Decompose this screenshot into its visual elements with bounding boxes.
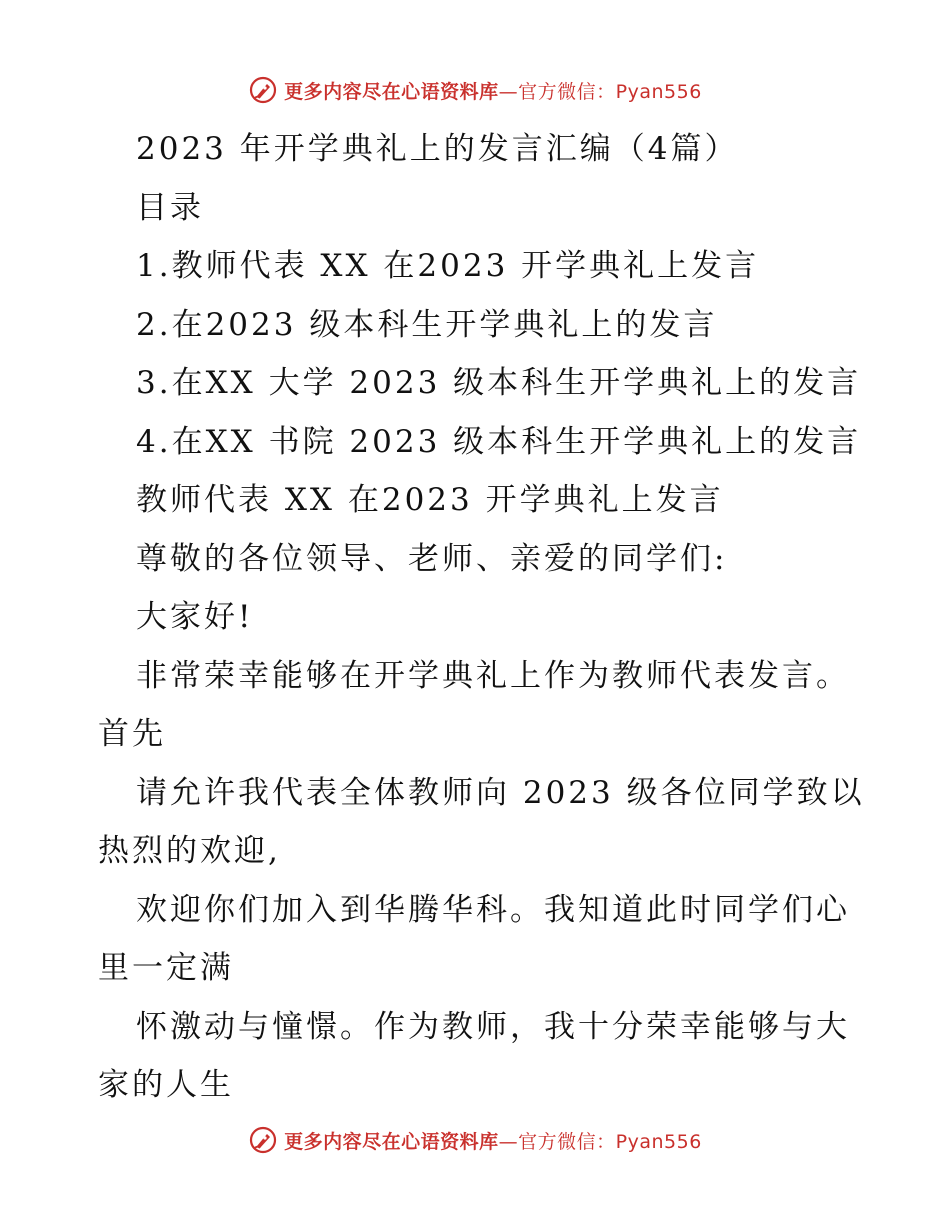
banner-text bbox=[284, 77, 702, 104]
paragraph-line: 里一定满 bbox=[98, 950, 234, 986]
toc-item-1: 1.教师代表 XX 在2023 开学典礼上发言 bbox=[136, 248, 760, 284]
pen-nib-logo-icon bbox=[248, 75, 278, 105]
paragraph-line: 欢迎你们加入到华腾华科。我知道此时同学们心 bbox=[136, 891, 850, 928]
paragraph-line: 怀激动与憧憬。作为教师，我十分荣幸能够与大 bbox=[136, 1008, 850, 1045]
banner-text-bold: 更多内容尽在心语资料库 bbox=[284, 1130, 499, 1153]
salutation: 尊敬的各位领导、老师、亲爱的同学们: bbox=[136, 540, 728, 577]
document-body bbox=[98, 120, 865, 1115]
paragraph-line: 非常荣幸能够在开学典礼上作为教师代表发言。 bbox=[136, 657, 850, 694]
paragraph-line: 首先 bbox=[98, 716, 166, 752]
toc-heading: 目录 bbox=[136, 189, 204, 226]
paragraph-line: 请允许我代表全体教师向 2023 级各位同学致以 bbox=[136, 774, 865, 811]
toc-item-4: 4.在XX 书院 2023 级本科生开学典礼上的发言 bbox=[136, 423, 862, 460]
banner-text bbox=[284, 1127, 702, 1154]
paragraph-line: 热烈的欢迎, bbox=[98, 833, 281, 869]
toc-item-3: 3.在XX 大学 2023 级本科生开学典礼上的发言 bbox=[136, 365, 862, 401]
section-heading: 教师代表 XX 在2023 开学典礼上发言 bbox=[136, 482, 724, 518]
header-banner bbox=[0, 70, 950, 110]
footer-banner bbox=[0, 1120, 950, 1160]
banner-text-rest: —官方微信：Pyan556 bbox=[498, 1130, 702, 1153]
paragraph-line: 家的人生 bbox=[98, 1067, 234, 1103]
doc-title: 2023 年开学典礼上的发言汇编（4篇） bbox=[136, 131, 739, 167]
toc-item-2: 2.在2023 级本科生开学典礼上的发言 bbox=[136, 306, 718, 343]
pen-nib-logo-icon bbox=[248, 1125, 278, 1155]
banner-text-bold: 更多内容尽在心语资料库 bbox=[284, 80, 499, 103]
greeting: 大家好! bbox=[136, 599, 254, 635]
banner-text-rest: —官方微信：Pyan556 bbox=[498, 80, 702, 103]
